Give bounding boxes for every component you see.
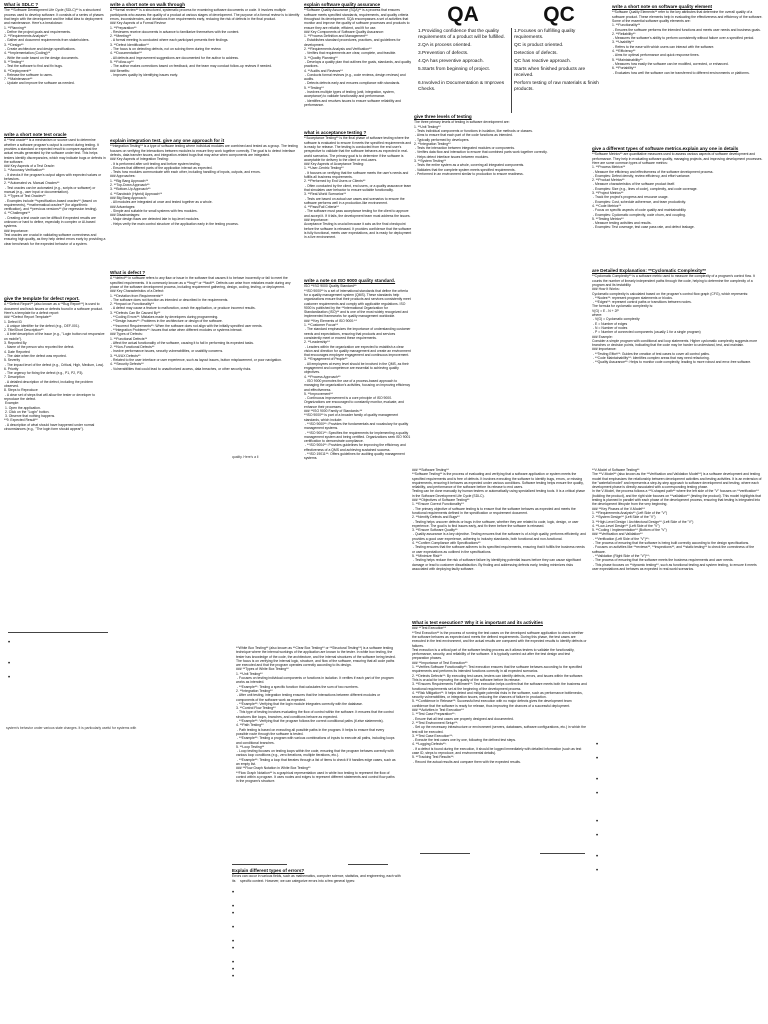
section-body: **Cyclomatic Complexity** is a software metric used to measure the complexity of a program's control flow. It counts the number of linearly independent paths through the code, helping to determine the complexity of a program and its testability. ### How It Works: Cyclomatic complexity is calculated based on the program's control flow graph (CFG), which represents: - **Nodes**: represent program statements or blocks. - **Edges**: represent control paths or transitions between nodes. The formula for cyclomatic complexity is: V(G) = E - N + 2P where: - V(G) = Cyclomatic complexity - E = Number of edges - N = Number of nodes - P = Number of connected components (usually 1 for a single program) ### Example: Consider a simple program with conditional and loop statements. Higher cyclomatic complexity suggests more branches or decision points, indicating that the code may be harder to understand, test, and maintain. ### Importance: - **Testing Effort**: Guides the creation of test cases to cover all control paths. - **Code Maintainability**: Identifies complex areas that may need refactoring. - **Quality Assurance**: Helps to monitor code complexity, leading to more robust and error-free software. — [592, 274, 758, 365]
cyclomatic-complexity-section — [592, 268, 764, 438]
section-body: **White Box Testing** (also known as **Clear Box Testing** or **Structural Testing**) is a software testing technique where the internal workings of the application are known to the tester. In white box testing, the tester has knowledge of the code, the architecture, and the internal structures of the software being tested. The focus is on verifying the internal logic, structure, and flow of the software, ensuring that all code paths are executed and that the program operates correctly according to its design. ### **Types of White Box Testing** 1. **Unit Testing** - Focuses on testing individual components or functions in isolation. It verifies if each part of the program works as intended. - **Example**: Testing a specific function that calculates the sum of two numbers. 2. **Integration Testing** - After unit testing, integration testing ensures that the interactions between different modules or components of the software work as expected. - **Example**: Verifying that the login module integrates correctly with the database. 3. **Control Flow Testing** - This type of testing involves evaluating the flow of control within the software. It ensures that the control structures like loops, branches, and conditions behave as expected. - **Example**: Verifying that the program follows the correct conditional paths (if-else statements). 4. **Path Testing** - Path testing is based on executing all possible paths in the program. It helps to ensure that every possible route through the software is tested. - **Example**: Testing a program with various combinations of inputs to execute all paths, including loops and conditional branches. 5. **Loop Testing** - Loop testing focuses on testing loops within the code, ensuring that the program behaves correctly with various loop conditions (e.g., zero iterations, multiple iterations, etc.). - **Example**: Testing a loop that iterates through a list of items to check if it handles edge cases, such as an empty list. ### **Flow Graph Notation in White Box Testing** **Flow Graph Notation** is a graphical representation used in white box testing to represent the flow of control within a program. It uses nodes and edges to represent different statements and control flow paths in the program's structure. — [236, 646, 396, 784]
stray-text — [6, 726, 236, 732]
section-title: explain software quality assurance — [304, 2, 381, 7]
software-quality-element-section — [612, 4, 764, 142]
section-body: **V-Model of Software Testing** The **V-Model** (also known as the **Verification and Validation Model**) is a software development and testing model that emphasizes the relationship between development activities and testing activities. It is an extension of the "waterfall model" and represents a step-by-step approach to software development and testing, where each development phase is directly associated with a corresponding testing phase. In the V-Model, the process follows a **V-shaped path** where the left side of the "V" focuses on **verification** (building the product), and the right side focuses on **validation** (testing the product). This model highlights that testing is planned in parallel with each phase of the development process, ensuring that testing is integrated into the development lifecycle from the very beginning. ### **Key Phases of the V-Model** 1. **Requirements Analysis** (Left Side of the "V") 2. **System Design** (Left Side of the "V") 3. **High-Level Design / Architectural Design** (Left Side of the "V") 4. **Low-Level Design** (Left Side of the "V") 5. **Coding / Implementation** (Bottom of the "V") ### **Verification and Validation** - **Verification (Left Side of the "V")**: - The process of ensuring that the software is being built correctly according to the design specifications. - Focuses on activities like **reviews**, **inspections**, and **static testing** to check the correctness of the software. - **Validation (Right Side of the "V")**: - The process of ensuring that the software meets the business requirements and user needs. - This phase focuses on **dynamic testing**, such as functional testing and system testing, to ensure it meets user expectations and behaves as expected in real-world scenarios. — [592, 468, 762, 571]
test-execution-section — [412, 620, 588, 848]
section-body: **Software Quality Assurance (SQA)** is a process that ensures software meets specified standards, requirements, and quality criteria throughout its development. SQA encompasses a set of activities that monitor and improve the quality of software processes and products to ensure they are reliable, efficient, and fit for use. ### Key Components of Software Quality Assurance: 1. **Process Definition and Management** - Establishes standard procedures, practices, and guidelines for development. 2. **Requirements Analysis and Verification** - Verifies that requirements are clear, complete, and feasible. 3. **Quality Planning** - Develops a quality plan that outlines the goals, standards, and quality practices. 4. **Audits and Reviews** - Conducts formal reviews (e.g., code reviews, design reviews) and audits. - Detects defects early and ensures compliance with standards. 5. **Testing** - Involves multiple types of testing (unit, integration, system, acceptance) to validate functionality and performance. - Identifies and resolves issues to ensure software reliability and performance. — [304, 8, 412, 107]
section-body: Errors can occur in various fields, such as mathematics, computer science, statistics, and engineering, each with its specific context. However, we can categorize errors into a few general types: — [232, 874, 402, 883]
section-body: ISO **ISO 9000 Quality Standard** **ISO 9000** is a set of international standards that define the criteria for a quality management system (QMS). These standards help organizations ensure that their products and services consistently meet customer requirements and comply with applicable regulations. ISO 9000 is published by the **International Organization for Standardization (ISO)** and is one of the most widely recognized and implemented frameworks for quality management worldwide. ### **Key Elements of ISO 9000:** 1. **Customer Focus** - The standard emphasizes the importance of understanding customer needs and expectations, ensuring that products and services consistently meet or exceed these requirements. 2. **Leadership** - Leaders within the organization are expected to establish a clear vision and direction for quality management and create an environment that encourages employee engagement and continuous improvement. 3. **Engagement of People** - All employees at every level should be involved in the QMS, as their engagement and competence are essential to achieving quality objectives. 4. **Process Approach** - ISO 9000 promotes the use of a process-based approach to managing the organization's activities, focusing on improving efficiency and effectiveness. 5. **Improvement** - Continuous improvement is a core principle of ISO 9000. Organizations are encouraged to constantly monitor, evaluate, and enhance their processes. ### **ISO 9000 Family of Standards:** **ISO 9000** is part of a broader family of quality management standards, which include: - **ISO 9000**: Provides the fundamentals and vocabulary for quality management systems. - **ISO 9001**: Specifies the requirements for implementing a quality management system and being certified. Organizations seek ISO 9001 certification to demonstrate compliance. - **ISO 9004**: Provides guidelines for improving the efficiency and effectiveness of a QMS and achieving sustained success. - **ISO 19011**: Offers guidelines for auditing quality management systems. — [304, 284, 411, 461]
section-title: give three levels of testing — [414, 114, 472, 119]
qc-point: 1.Focuses on fulfilling quality requirements. — [514, 29, 576, 40]
divider — [540, 853, 585, 854]
section-body: A **defect** in software refers to any flaw or issue in the software that causes it to behave incorrectly or fail to meet the specified requirements. It is commonly known as a **bug** or **fault**. Defects can arise from mistakes made during any phase of the software development process, including requirement gathering, design, coding, testing, or deployment. ### Key Characteristics of a Defect: 1. **Deviation from Requirements** - The software does not function as intended or described in the requirements. 2. **Impact on Functionality** - A defect may cause a feature to malfunction, crash the application, or produce incorrect results. 3. **Defects Can Be Caused By** - **Coding Errors**: Mistakes made by developers during programming. - **Design Issues**: Problems in the architecture or design of the software. - **Incorrect Requirements**: When the software does not align with the initially specified user needs. - **Integration Problems**: Issues that arise when different modules or systems interact. ### Types of Defects: 1. **Functional Defects** - Affect the actual functionality of the software, causing it to fail in performing its expected tasks. 2. **Non-Functional Defects** - Involve performance issues, security vulnerabilities, or usability concerns. 3. **UI/UX Defects** - Related to the user interface or user experience, such as layout issues, button misplacement, or poor navigation. 4. **Security Defects** - Vulnerabilities that could lead to unauthorized access, data breaches, or other security risks. — [110, 276, 291, 371]
qa-qc-divider — [511, 28, 512, 113]
section-body: A **Defect Report** (also known as a **Bug Report**) is used to document and track issues or defects found in a software product. Here's a template for a defect report: ### **Defect Report Template** 1. Defect ID - A unique identifier for the defect (e.g., DEF-001). 2. Title/Short Description** - A brief description of the issue (e.g., "Login button not responsive on mobile"). 3. Reported By - Name of the person who reported the defect. 4. Date Reported - The date when the defect was reported. 5. Severity - The impact level of the defect (e.g., Critical, High, Medium, Low). 6. Priority - The urgency for fixing the defect (e.g., P1, P2, P3). 7. Description - A detailed description of the defect, including the problem observed. 8. Steps to Reproduce - A clear set of steps that will allow the tester or developer to reproduce the defect. Example: 1. Open the application. 2. Click on the "Login" button. 3. Observe that nothing happens. **9. Expected Result** - A description of what should have happened under normal circumstances (e.g., "The login form should appear"). — [4, 302, 105, 432]
section-body: The three primary levels of testing in software development are: 1. **Unit Testing** - Tests individual components or functions in isolation, like methods or classes. - Aims to ensure that each part of the code functions as intended. - Typically performed by developers. 2. **Integration Testing** - Tests the interaction between integrated modules or components. - Verifies data flow and interaction to ensure that combined parts work together correctly. - Helps detect interface issues between modules. 3. **System Testing** - Tests the entire system as a whole, covering all integrated components. - Validates that the complete system meets specified requirements. - Performed in an environment similar to production to ensure readiness. — [414, 120, 548, 176]
integration-test-section — [110, 138, 300, 270]
qc-point: Perform testing of raw materials & finish products. — [514, 81, 599, 92]
divider — [232, 864, 287, 865]
section-title: write a short note on walk through — [110, 2, 186, 7]
qa-point: 2.QA is process oriented. — [418, 43, 472, 48]
section-title: What is SDLC ? — [4, 2, 39, 7]
qc-point: QC has reactive approach. — [514, 59, 572, 64]
software-metrics-section — [592, 146, 764, 266]
software-testing-section — [412, 468, 588, 616]
section-body: A **test oracle** is a mechanism or source used to determine whether a software program's output is correct during testing. It provides a standard or expected result to compare against the actual results generated by the software under test. This helps testers identify discrepancies, which may indicate bugs or defects in the software. ### Key Aspects of a Test Oracle: 1. **Accuracy Verification** - It checks if the program's output aligns with expected values or behaviors. 2. **Automated vs. Manual Oracles** - Test oracles can be automated (e.g., scripts or software) or manual (e.g., user input or documentation). 3. **Types of Test Oracles** - Examples include **specification-based oracles** (based on requirements), **mathematical oracles** (for algorithmic verification), and **previous versions** (for regression testing). 4. **Challenges** - Creating a test oracle can be difficult if expected results are unknown or hard to define, especially in complex or AI-based systems. ### Importance: Test oracles are crucial in validating software correctness and ensuring high quality, as they help detect errors early by providing a clear benchmark for the expected behavior of a system. — [4, 138, 106, 246]
v-model-section — [592, 468, 764, 704]
iso-9000-section — [304, 278, 412, 461]
qc-point: QC is product oriented. — [514, 43, 564, 48]
divider — [348, 864, 388, 865]
divider — [8, 632, 108, 633]
sqa-section — [304, 2, 412, 128]
white-box-testing-section — [236, 646, 396, 868]
qa-qc-comparison — [415, 2, 607, 112]
errors-section — [232, 868, 402, 886]
section-body: The **Software Development Life Cycle (SDLC)** is a structured process used to develop software. It consists of a series of phases that begin with the development and the initial idea to deployment and maintenance. Here's a breakdown: 1. **Planning** - Define the project goals and requirements. 2. **Requirements Analysis** - Gather and document requirements from stakeholders. 3. **Design** - Create architecture and design specifications. 4. **Implementation (Coding)** - Write the code based on the design documents. 5. **Testing** - Test the software to find and fix bugs. 6. **Deployment** - Release the software to users. 7. **Maintenance** - Update and improve the software as needed. — [4, 8, 104, 86]
qc-heading: QC — [543, 3, 575, 26]
testing-levels-section — [414, 114, 610, 214]
test-oracle-section — [4, 132, 106, 294]
section-title: What is defect ? — [110, 270, 146, 275]
section-title: write a note on ISO 9000 quality standard. — [304, 278, 396, 283]
bullet-marks: • • • — [8, 640, 11, 681]
stray-text-line: system's behavior under various state changes. It is particularly useful for systems with — [6, 726, 137, 730]
section-body: **Software Quality Elements** refer to the key attributes that determine the overall quality of a software product. These elements help in evaluating the effectiveness and efficiency of the software. Some of the essential software quality elements are: 1. **Functionality** - Ensures the software performs the intended functions and meets user needs and business goals. 2. **Reliability** - Measures the software's ability to perform consistently without failure over a specified period. 3. **Usability** - Refers to the ease with which users can interact with the software. 4. **Efficiency** - Aims for optimal performance and quick response times. 5. **Maintainability** - Measures how easily the software can be modified, corrected, or enhanced. 6. **Portability** - Evaluates how well the software can be transferred to different environments or platforms. — [612, 10, 763, 75]
walkthrough-section — [110, 2, 300, 142]
section-title: write a short note on software quality element — [612, 4, 713, 9]
qa-point: 5.Starts from beginning of project. — [418, 67, 490, 72]
qa-heading: QA — [447, 3, 479, 26]
section-title: Explain different types of errors? — [232, 868, 305, 873]
section-body: ### **Software Testing** **Software Testing** is the process of evaluating and verifying that a software application or system meets the specified requirements and is free of defects. It involves executing the software to identify bugs, errors, or missing requirements, ensuring it behaves as expected under various conditions. Software testing helps ensure the quality, reliability, and performance of the software before its release to end users. Testing can be done manually by human testers or automatically using specialized testing tools. It is a critical phase in the Software Development Life Cycle (SDLC). ### **Objectives of Software Testing** 1. **Ensure Correct Functionality** - The primary objective of software testing is to ensure that the software behaves as expected and meets the functional requirements defined in the specification or requirement document. 2. **Identify Defects and Bugs** - Testing helps uncover defects or bugs in the software, whether they are related to code, logic, design, or user experience. The goal is to find issues early, and fix them before the software is released. 3. **Ensure Software Quality** - Quality assurance is a key objective. Testing ensures that the software is of a high quality, performs efficiently, and provides a good user experience, adhering to industry standards, both functional and non-functional. 4. **Confirm Compliance with Specifications** - Testing ensures that the software adheres to its specified requirements, ensuring that it fulfills the business needs or user expectations as outlined in the specifications. 5. **Minimize Risk** - Testing helps reduce the risk of software failure by identifying potential issues before they can cause significant damage or lead to customer dissatisfaction. By finding and addressing defects early, testing minimizes risks associated with deploying faulty software. — [412, 468, 586, 571]
qa-point: 3.Prevention of defects. — [418, 51, 469, 56]
section-title: What is test execution? Why it is important and its activities — [412, 620, 543, 625]
section-body: **Software Metrics** are quantitative measures used to assess various aspects of software development and performance. They help in evaluating software quality, managing projects, and improving development processes. Here are some common types of software metrics: 1. **Process Metrics** - Measure the efficiency and effectiveness of the software development process. - Examples: Defect density, review efficiency, and effort variance. 2. **Product Metrics** - Measure characteristics of the software product itself. - Examples: Size (e.g., lines of code), complexity, and code coverage. 3. **Project Metrics** - Track the project's progress and resource usage. - Examples: Cost, schedule adherence, and team productivity. 4. **Code Metrics** - Focus on specific aspects of code quality and maintainability. - Examples: Cyclomatic complexity, code churn, and coupling. 5. **Testing Metrics** - Measure testing activities and results. - Examples: Test coverage, test case pass rate, and defect leakage. — [592, 152, 763, 230]
divider — [420, 853, 470, 854]
qa-point: 6.Involved in Documentation & Improves Checks. — [418, 81, 505, 92]
qa-point: 4.QA has preventive approach. — [418, 59, 484, 64]
bullet-marks: • • • • • • • • • — [232, 890, 235, 980]
section-title: explain integration test. give any one approach for it — [110, 138, 225, 143]
qc-point: Detection of defects. — [514, 51, 558, 56]
acceptance-testing-section — [304, 130, 412, 276]
section-title: are Detailed Explanation: **Cyclomatic Complexity** — [592, 268, 706, 273]
bullet-marks: • • • • • • • • — [596, 742, 599, 874]
section-body: **Acceptance Testing** is the final phase of software testing where the software is evaluated to ensure it meets the specified requirements and is ready for release. The testing is conducted from the end user's perspective to validate that the software behaves as expected in real-world scenarios. The primary goal is to determine if the software is acceptable for delivery to the client or end-users. ### Key Aspects of Acceptance Testing: 1. **User-Centric Testing** - It focuses on verifying that the software meets the user's needs and fulfills all business requirements. 2. **Performed by End Users or Clients** - Often conducted by the client, end users, or a quality assurance team that simulates user behavior to ensure suitable functionality. 3. **Real-World Scenarios** - Tests are based on actual use cases and scenarios to ensure the software performs well in a production-like environment. 4. **Pass/Fail Criteria** - The software must pass acceptance testing for the client to approve and accept it. If it fails, the development team must address the issues. ### Importance: Acceptance Testing is crucial because it acts as the final checkpoint before the software is released. It provides confidence that the software is fully functional, meets user expectations, and is ready for deployment in a live environment. — [304, 136, 412, 240]
section-title: what is acceptance testing ? — [304, 130, 367, 135]
section-body: ### **Test Execution** **Test Execution** is the process of running the test cases on the developed software application to check whether the software behaves as expected and meets the defined requirements. During this phase, the test cases are executed in the test environment, and the actual results are compared with the expected results to identify defects or failures. Test execution is a critical part of the software testing process as it allows testers to validate the functionality, performance, security, and reliability of the software. It is typically carried out after the test design and test preparation phases. ### **Importance of Test Execution** 1. **Verifies Software Functionality**: Test execution ensures that the software behaves according to the specified requirements and performs its intended functions correctly in all expected scenarios. 2. **Detects Defects**: By executing test cases, testers can identify defects, errors, and issues within the software. This is crucial for improving the quality of the software before its release. 3. **Ensures Requirements Fulfillment**: Test execution helps confirm that the software meets both the business and functional requirements set at the beginning of the development process. 4. **Risk Mitigation**: It helps detect and mitigate potential risks in the software, such as performance bottlenecks, security vulnerabilities, or integration issues, reducing the chances of failure in production. 5. **Confidence in Release**: Successful test execution with no major defects gives the development team confidence that the software is ready for release, thus improving the chances of a successful deployment. ### **Activities in Test Execution** 1. **Test Case Preparation**: - Ensure that all test cases are properly designed and documented. 2. **Test Environment Setup**: - Set up the necessary infrastructure or environment (servers, databases, software configurations, etc.) in which the test will be executed. 3. **Test Case Execution**: - Execute the test cases one by one, following the defined test steps. 4. **Logging Defects**: - If a defect is found during the execution, it should be logged immediately with detailed information (such as test case ID, steps to reproduce, and environmental details). 5. **Tracking Test Results**: - Record the actual results and compare them with the expected results. — [412, 626, 587, 764]
section-title: write a short note test oracle — [4, 132, 67, 137]
section-title: give the template for defect report. — [4, 296, 80, 301]
defect-report-section — [4, 296, 106, 450]
section-body: **Integration Testing** is a type of software testing where individual modules are combined and tested as a group. The testing focuses on verifying the interactions between modules to ensure they work together correctly. The goal is to detect interface defects, data transfer issues, and integration-related bugs that may arise when components are integrated. ### Key Aspects of Integration Testing: - It is performed after unit testing and before system testing. - Ensures that different parts of the application interact as expected. - Tests how modules communicate with each other, including handling of inputs, outputs, and errors. ### Approaches: 1. **Big Bang Approach** 2. **Top-Down Approach** 3. **Bottom-Up Approach** 4. **Sandwich (Hybrid) Approach** ### Big Bang Approach: - All modules are integrated at once and tested together as a whole. ### Advantages: - Simple and suitable for small systems with few modules. ### Disadvantages: - Major design flaws are detected late in top-level modules. - Helps verify the main control structure of the application early in the testing process. — [110, 144, 298, 226]
section-title: give a different types of software metrics.explain any one in details — [592, 146, 739, 151]
sdlc-section — [4, 2, 106, 130]
what-is-defect-section — [110, 270, 300, 450]
stray-text — [232, 455, 292, 461]
stray-text-line: quality. Here's a li — [232, 455, 259, 459]
section-body: A **formal review** is a structured, systematic process for examining software documents or code. It involves multiple participants who assess the quality of a product at various stages of development. The purpose of a formal review is to identify errors, inconsistencies, and deviations from requirements early, reducing the risk of defects in the final product. ### Key Aspects of a Formal Review: 1. **Preparation** - Reviewers receive documents in advance to familiarize themselves with the content. 2. **Meeting** - A formal meeting is conducted where each participant presents their findings. 3. **Defect Identification** - The focus is on detecting defects, not on solving them during the review. 4. **Documentation** - All defects and improvement suggestions are documented for the author to address. 5. **Follow-up** - The author makes corrections based on feedback, and the team may conduct follow-up reviews if needed. ### Benefits: - Improves quality by identifying issues early. — [110, 8, 300, 77]
qa-point: 1.Providing confidence that the quality requirements of a product will be fulfilled. — [418, 29, 505, 40]
qc-point: Starts when finished products are received. — [514, 67, 586, 78]
